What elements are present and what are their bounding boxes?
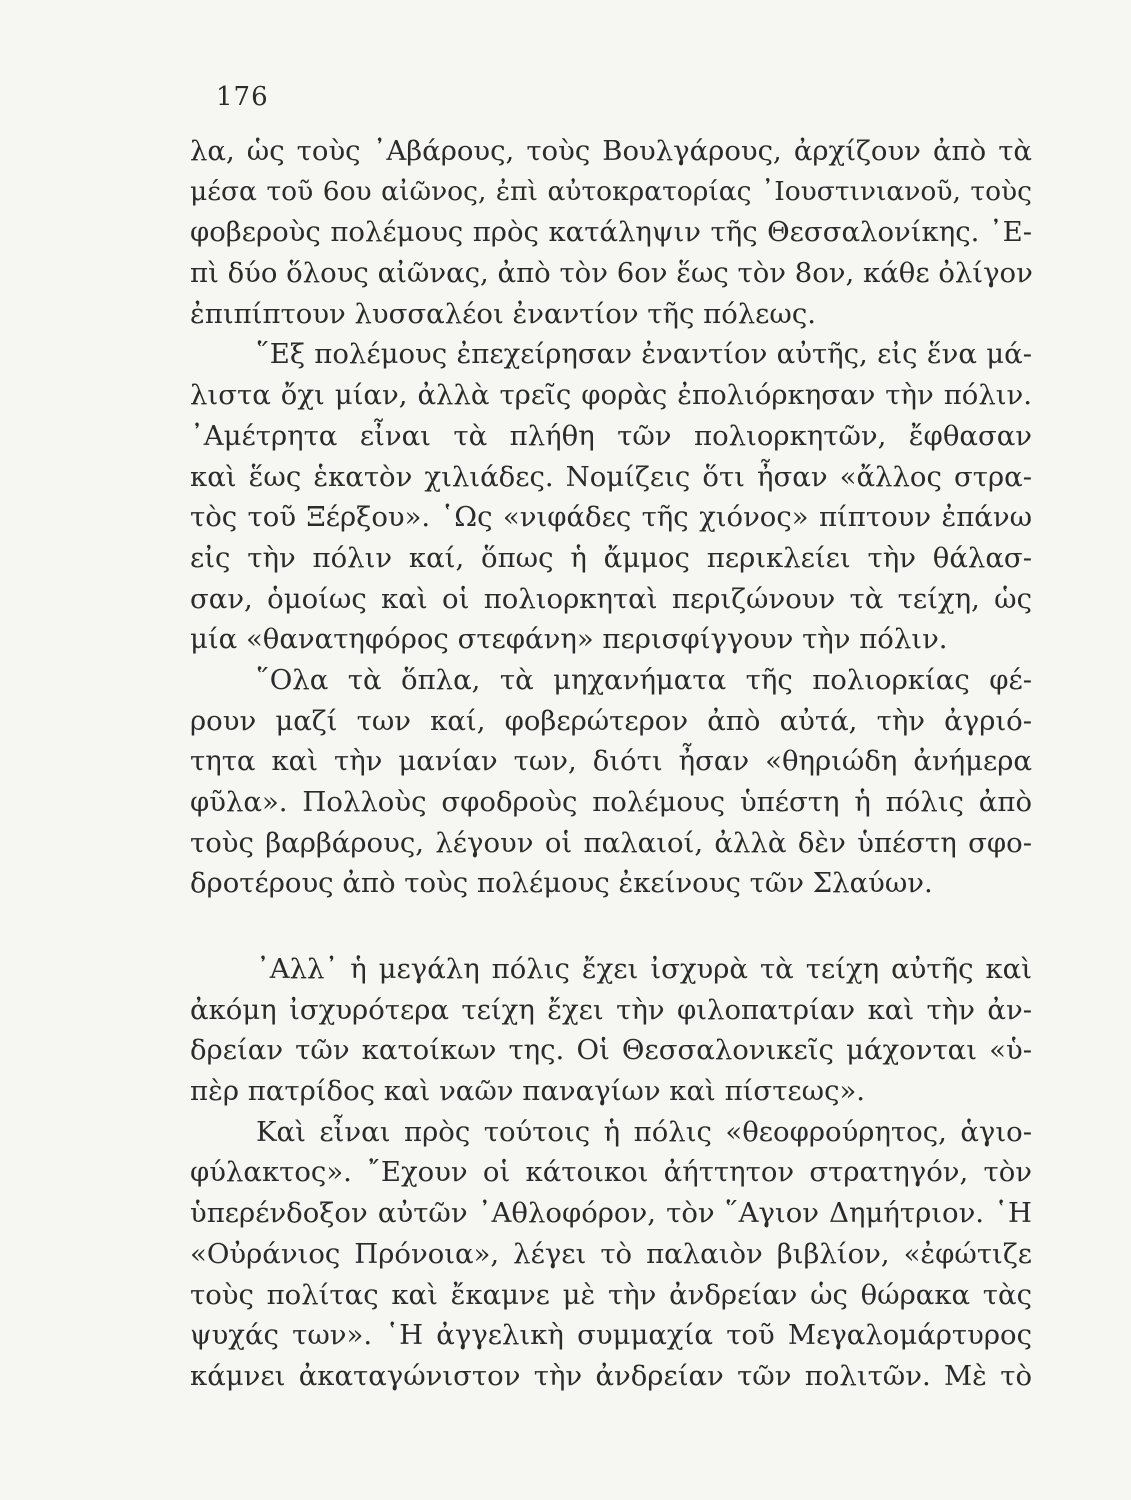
text-line: φύλακτος». ῎Εχουν οἱ κάτοικοι ἀήττητον στρατηγόν, τὸν — [190, 1156, 1032, 1189]
text-line: δρείαν τῶν κατοίκων της. Οἱ Θεσσαλονικεῖς μάχονται «ὑ- — [190, 1034, 1032, 1067]
text-line: φοβεροὺς πολέμους πρὸς κατάληψιν τῆς Θεσσαλονίκης. ᾿Ε- — [190, 216, 1032, 249]
text-line: ᾿Αλλ᾿ ἡ μεγάλη πόλις ἔχει ἰσχυρὰ τὰ τείχη αὐτῆς καὶ — [256, 953, 1032, 985]
text-line: λα, ὡς τοὺς ᾿Αβάρους, τοὺς Βουλγάρους, ἀρχίζουν ἀπὸ τὰ — [190, 135, 1032, 167]
text-line: πὶ δύο ὅλους αἰῶνας, ἀπὸ τὸν 6ον ἕως τὸν 8ον, κάθε ὀλίγον — [190, 257, 1033, 290]
text-line: ὑπερένδοξον αὐτῶν ᾿Αθλοφόρον, τὸν ῞Αγιον Δημήτριον. ῾Η — [190, 1197, 1032, 1230]
text-line: ἀκόμη ἰσχυρότερα τείχη ἔχει τὴν φιλοπατρίαν καὶ τὴν ἀν- — [190, 993, 1032, 1026]
text-line: Καὶ εἶναι πρὸς τούτοις ἡ πόλις «θεοφρούρητος, ἁγιο- — [256, 1115, 1032, 1148]
text-line: ψυχάς των». ῾Η ἀγγελικὴ συμμαχία τοῦ Μεγαλομάρτυρος — [190, 1319, 1032, 1352]
text-line: εἰς τὴν πόλιν καί, ὅπως ἡ ἄμμος περικλείει τὴν θάλασ- — [190, 541, 1032, 574]
text-line: φῦλα». Πολλοὺς σφοδροὺς πολέμους ὑπέστη ἡ πόλις ἀπὸ — [190, 786, 1032, 818]
text-line: ῞Εξ πολέμους ἐπεχείρησαν ἐναντίον αὐτῆς, εἰς ἕνα μά- — [256, 338, 1032, 371]
text-line: λιστα ὄχι μίαν, ἀλλὰ τρεῖς φορὰς ἐπολιόρκησαν τὴν πόλιν. — [190, 379, 1032, 412]
text-line: τοὺς πολίτας καὶ ἔκαμνε μὲ τὴν ἀνδρείαν ὡς θώρακα τὰς — [190, 1278, 1032, 1311]
text-line: μέσα τοῦ 6ου αἰῶνος, ἐπὶ αὐτοκρατορίας ᾿Ιουστινιανοῦ, τοὺς — [190, 175, 1032, 207]
text-line: ἐπιπίπτουν λυσσαλέοι ἐναντίον τῆς πόλεως. — [190, 297, 816, 330]
text-block-upper — [190, 131, 1032, 904]
page-number: 176 — [216, 82, 269, 112]
text-line: τὸς τοῦ Ξέρξου». ῾Ως «νιφάδες τῆς χιόνος» πίπτουν ἐπάνω — [190, 501, 1032, 534]
text-line: πὲρ πατρίδος καὶ ναῶν παναγίων καὶ πίστεως». — [190, 1075, 866, 1108]
text-line: σαν, ὁμοίως καὶ οἱ πολιορκηταὶ περιζώνουν τὰ τείχη, ὡς — [190, 582, 1032, 615]
text-line: καὶ ἕως ἑκατὸν χιλιάδες. Νομίζεις ὅτι ἦσαν «ἄλλος στρα- — [190, 460, 1032, 493]
text-line: μία «θανατηφόρος στεφάνη» περισφίγγουν τὴν πόλιν. — [190, 623, 948, 656]
text-line: κάμνει ἀκαταγώνιστον τὴν ἀνδρείαν τῶν πολιτῶν. Μὲ τὸ — [190, 1359, 1032, 1392]
text-line: ῞Ολα τὰ ὅπλα, τὰ μηχανήματα τῆς πολιορκίας φέ- — [256, 663, 1032, 696]
text-block-lower — [190, 949, 1032, 1397]
text-line: ᾿Αμέτρητα εἶναι τὰ πλήθη τῶν πολιορκητῶν, ἔφθασαν — [190, 419, 1032, 452]
text-line: τητα καὶ τὴν μανίαν των, διότι ἦσαν «θηριώδη ἀνήμερα — [190, 745, 1032, 778]
text-line: «Οὐράνιος Πρόνοια», λέγει τὸ παλαιὸν βιβλίον, «ἐφώτιζε — [190, 1237, 1032, 1270]
text-line: τοὺς βαρβάρους, λέγουν οἱ παλαιοί, ἀλλὰ δὲν ὑπέστη σφο- — [190, 826, 1032, 859]
text-line: ρουν μαζί των καί, φοβερώτερον ἀπὸ αὐτά, τὴν ἀγριό- — [190, 704, 1032, 737]
text-line: δροτέρους ἀπὸ τοὺς πολέμους ἐκείνους τῶν Σλαύων. — [190, 867, 933, 900]
